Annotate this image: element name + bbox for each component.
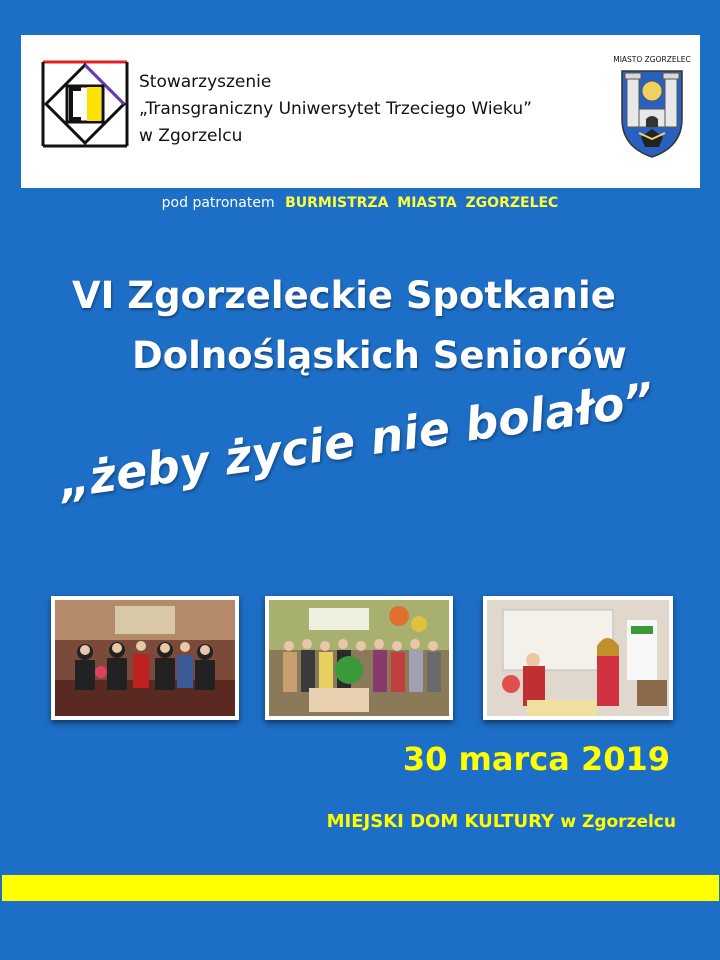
header-banner <box>21 35 700 188</box>
event-title-line-1: VI Zgorzeleckie Spotkanie <box>72 274 616 317</box>
organization-name <box>139 69 532 150</box>
patron-name: BURMISTRZA MIASTA ZGORZELEC <box>285 195 559 211</box>
event-venue <box>327 811 676 832</box>
patron-prefix: pod patronatem <box>161 195 275 211</box>
org-line-3: w Zgorzelcu <box>139 126 243 146</box>
zgorzelec-coat-of-arms-icon <box>619 67 685 159</box>
city-crest <box>613 55 691 163</box>
footer-yellow-bar <box>2 875 719 901</box>
speaker-photo <box>483 596 673 720</box>
crest-label: MIASTO ZGORZELEC <box>613 55 691 64</box>
group-photo <box>265 596 453 720</box>
event-motto: „żeby życie nie bolało” <box>56 371 658 509</box>
patronage-line <box>0 195 720 211</box>
event-title-line-2: Dolnośląskich Seniorów <box>132 334 627 377</box>
org-line-2: „Transgraniczny Uniwersytet Trzeciego Wieku” <box>139 99 532 119</box>
utw-square-logo-icon <box>41 59 129 149</box>
venue-location: w Zgorzelcu <box>560 812 676 832</box>
org-line-1: Stowarzyszenie <box>139 72 272 92</box>
event-date: 30 marca 2019 <box>402 740 670 778</box>
audience-photo <box>51 596 239 720</box>
venue-name: MIEJSKI DOM KULTURY <box>326 811 555 832</box>
